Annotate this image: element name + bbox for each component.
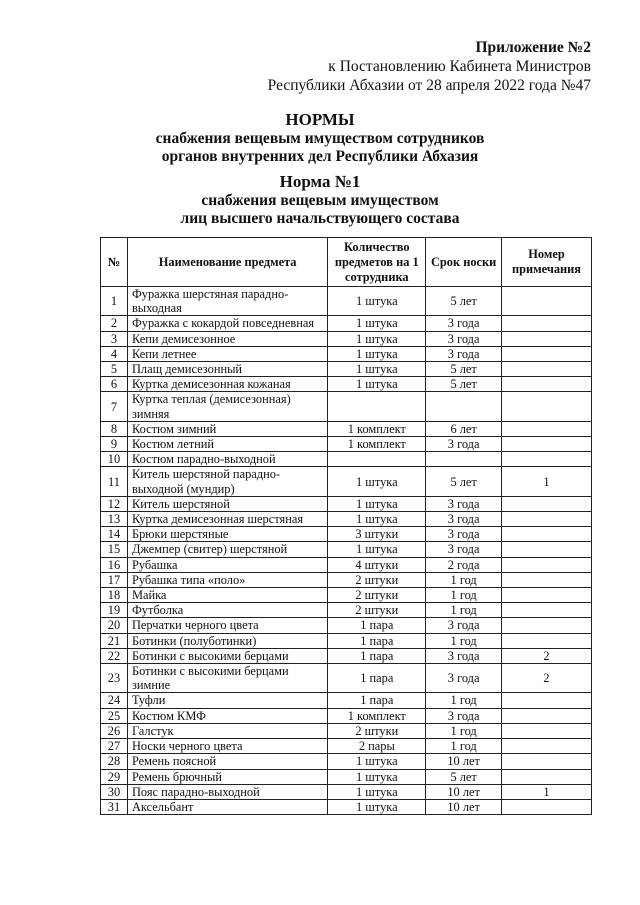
table-row [101, 346, 592, 361]
item-term: 3 года [426, 648, 502, 663]
item-quantity: 1 штука [328, 316, 426, 331]
item-name: Китель шерстяной [127, 496, 327, 511]
item-quantity: 2 штуки [328, 588, 426, 603]
header-num: № [101, 238, 128, 287]
item-note [502, 693, 592, 708]
item-note [502, 316, 592, 331]
item-quantity: 1 штука [328, 346, 426, 361]
item-term: 3 года [426, 542, 502, 557]
item-note [502, 603, 592, 618]
table-body [101, 287, 592, 815]
item-term: 10 лет [426, 799, 502, 814]
item-quantity: 1 пара [328, 633, 426, 648]
item-term: 1 год [426, 588, 502, 603]
item-name: Носки черного цвета [127, 739, 327, 754]
row-number: 19 [101, 603, 128, 618]
row-number: 29 [101, 769, 128, 784]
item-term: 5 лет [426, 362, 502, 377]
row-number: 4 [101, 346, 128, 361]
row-number: 7 [101, 392, 128, 421]
appendix-block [268, 38, 591, 95]
table-row [101, 693, 592, 708]
item-term: 3 года [426, 664, 502, 693]
item-name: Китель шерстяной парадно-выходной (мундир) [127, 467, 327, 496]
item-term: 3 года [426, 708, 502, 723]
item-note [502, 377, 592, 392]
item-quantity: 1 штука [328, 362, 426, 377]
header-note: Номер примечания [502, 238, 592, 287]
item-name: Ботинки с высокими берцами зимние [127, 664, 327, 693]
norm-1-heading [0, 172, 640, 228]
norms-subtitle-2: органов внутренних дел Республики Абхазия [161, 148, 479, 165]
item-note [502, 739, 592, 754]
item-name: Ботинки с высокими берцами [127, 648, 327, 663]
norms-subtitle-1: снабжения вещевым имуществом сотрудников [155, 130, 485, 147]
table-row [101, 512, 592, 527]
item-name: Костюм летний [127, 437, 327, 452]
table-row [101, 664, 592, 693]
item-term: 1 год [426, 723, 502, 738]
norm-1-subtitle-2: лиц высшего начальствующего состава [180, 210, 460, 227]
table-row [101, 331, 592, 346]
item-name: Кепи летнее [127, 346, 327, 361]
row-number: 10 [101, 452, 128, 467]
item-name: Кепи демисезонное [127, 331, 327, 346]
item-name: Ремень брючный [127, 769, 327, 784]
item-quantity: 3 штуки [328, 527, 426, 542]
item-note: 1 [502, 784, 592, 799]
table-row [101, 377, 592, 392]
item-term: 3 года [426, 437, 502, 452]
item-quantity: 2 пары [328, 739, 426, 754]
item-quantity: 1 пара [328, 618, 426, 633]
row-number: 27 [101, 739, 128, 754]
appendix-line-2: Республики Абхазии от 28 апреля 2022 года №47 [267, 77, 591, 94]
header-term: Срок носки [426, 238, 502, 287]
item-note: 2 [502, 664, 592, 693]
item-note [502, 527, 592, 542]
table-row [101, 316, 592, 331]
item-quantity: 2 штуки [328, 572, 426, 587]
item-term: 6 лет [426, 421, 502, 436]
item-term: 3 года [426, 346, 502, 361]
item-quantity: 1 пара [328, 648, 426, 663]
item-name: Футболка [127, 603, 327, 618]
item-note: 1 [502, 467, 592, 496]
row-number: 6 [101, 377, 128, 392]
row-number: 17 [101, 572, 128, 587]
item-quantity: 1 штука [328, 512, 426, 527]
item-term: 3 года [426, 618, 502, 633]
item-term: 10 лет [426, 784, 502, 799]
item-term: 3 года [426, 512, 502, 527]
item-term: 5 лет [426, 467, 502, 496]
table-row [101, 588, 592, 603]
item-name: Рубашка типа «поло» [127, 572, 327, 587]
item-note [502, 496, 592, 511]
table-header-row [101, 238, 592, 287]
item-note [502, 331, 592, 346]
row-number: 23 [101, 664, 128, 693]
row-number: 9 [101, 437, 128, 452]
row-number: 16 [101, 557, 128, 572]
table-row [101, 452, 592, 467]
supply-norms-table [100, 237, 592, 815]
item-name: Фуражка с кокардой повседневная [127, 316, 327, 331]
table-row [101, 708, 592, 723]
row-number: 15 [101, 542, 128, 557]
table-row [101, 769, 592, 784]
item-note [502, 754, 592, 769]
item-name: Брюки шерстяные [127, 527, 327, 542]
item-note [502, 708, 592, 723]
item-quantity: 1 пара [328, 664, 426, 693]
item-name: Ремень поясной [127, 754, 327, 769]
item-term: 5 лет [426, 377, 502, 392]
item-quantity: 1 штука [328, 331, 426, 346]
item-quantity: 1 штука [328, 799, 426, 814]
row-number: 2 [101, 316, 128, 331]
row-number: 25 [101, 708, 128, 723]
item-note [502, 287, 592, 316]
item-quantity: 1 штука [328, 784, 426, 799]
item-note [502, 452, 592, 467]
item-quantity: 1 штука [328, 754, 426, 769]
table-row [101, 603, 592, 618]
item-term: 3 года [426, 527, 502, 542]
item-note [502, 542, 592, 557]
item-quantity: 1 штука [328, 542, 426, 557]
item-note [502, 437, 592, 452]
table-row [101, 527, 592, 542]
row-number: 28 [101, 754, 128, 769]
table-row [101, 557, 592, 572]
item-quantity: 1 штука [328, 377, 426, 392]
table-row [101, 392, 592, 421]
row-number: 3 [101, 331, 128, 346]
item-term: 5 лет [426, 287, 502, 316]
table-row [101, 754, 592, 769]
item-note [502, 346, 592, 361]
item-name: Фуражка шерстяная парадно-выходная [127, 287, 327, 316]
item-name: Костюм парадно-выходной [127, 452, 327, 467]
item-name: Ботинки (полуботинки) [127, 633, 327, 648]
item-note [502, 799, 592, 814]
item-term [426, 392, 502, 421]
item-note [502, 557, 592, 572]
item-term: 1 год [426, 739, 502, 754]
table-row [101, 421, 592, 436]
item-name: Костюм зимний [127, 421, 327, 436]
item-term: 1 год [426, 572, 502, 587]
item-note [502, 618, 592, 633]
item-quantity [328, 452, 426, 467]
item-note [502, 588, 592, 603]
table-row [101, 467, 592, 496]
table-row [101, 437, 592, 452]
row-number: 5 [101, 362, 128, 377]
item-name: Майка [127, 588, 327, 603]
item-note [502, 392, 592, 421]
header-qty: Количество предметов на 1 сотрудника [328, 238, 426, 287]
item-term: 2 года [426, 557, 502, 572]
row-number: 12 [101, 496, 128, 511]
row-number: 14 [101, 527, 128, 542]
item-name: Туфли [127, 693, 327, 708]
table-row [101, 633, 592, 648]
item-term: 3 года [426, 496, 502, 511]
item-name: Плащ демисезонный [127, 362, 327, 377]
item-term: 1 год [426, 693, 502, 708]
table-row [101, 572, 592, 587]
item-quantity: 1 штука [328, 769, 426, 784]
row-number: 24 [101, 693, 128, 708]
row-number: 11 [101, 467, 128, 496]
row-number: 13 [101, 512, 128, 527]
item-term: 3 года [426, 331, 502, 346]
item-name: Куртка теплая (демисезонная) зимняя [127, 392, 327, 421]
row-number: 8 [101, 421, 128, 436]
table-row [101, 618, 592, 633]
item-quantity: 1 штука [328, 287, 426, 316]
item-note [502, 512, 592, 527]
table-row [101, 723, 592, 738]
item-note [502, 633, 592, 648]
item-term: 1 год [426, 603, 502, 618]
row-number: 21 [101, 633, 128, 648]
item-quantity: 1 штука [328, 467, 426, 496]
item-term: 5 лет [426, 769, 502, 784]
item-name: Аксельбант [127, 799, 327, 814]
item-note [502, 572, 592, 587]
item-note [502, 362, 592, 377]
item-term [426, 452, 502, 467]
row-number: 30 [101, 784, 128, 799]
item-term: 3 года [426, 316, 502, 331]
item-quantity: 4 штуки [328, 557, 426, 572]
item-name: Перчатки черного цвета [127, 618, 327, 633]
table-row [101, 287, 592, 316]
appendix-line-1: к Постановлению Кабинета Министров [328, 58, 591, 75]
table-row [101, 648, 592, 663]
item-quantity [328, 392, 426, 421]
row-number: 31 [101, 799, 128, 814]
header-name: Наименование предмета [127, 238, 327, 287]
item-name: Куртка демисезонная кожаная [127, 377, 327, 392]
item-note [502, 421, 592, 436]
row-number: 20 [101, 618, 128, 633]
item-quantity: 2 штуки [328, 603, 426, 618]
row-number: 18 [101, 588, 128, 603]
norms-heading [0, 110, 640, 166]
item-quantity: 1 комплект [328, 437, 426, 452]
table-row [101, 739, 592, 754]
item-name: Джемпер (свитер) шерстяной [127, 542, 327, 557]
item-term: 10 лет [426, 754, 502, 769]
item-note: 2 [502, 648, 592, 663]
row-number: 26 [101, 723, 128, 738]
item-quantity: 1 пара [328, 693, 426, 708]
item-name: Куртка демисезонная шерстяная [127, 512, 327, 527]
item-note [502, 769, 592, 784]
item-quantity: 1 штука [328, 496, 426, 511]
item-name: Галстук [127, 723, 327, 738]
table-row [101, 784, 592, 799]
row-number: 1 [101, 287, 128, 316]
item-term: 1 год [426, 633, 502, 648]
norm-1-subtitle-1: снабжения вещевым имуществом [201, 192, 439, 209]
item-name: Костюм КМФ [127, 708, 327, 723]
item-note [502, 723, 592, 738]
appendix-title: Приложение №2 [475, 39, 591, 56]
table-row [101, 362, 592, 377]
item-quantity: 1 комплект [328, 421, 426, 436]
item-name: Пояс парадно-выходной [127, 784, 327, 799]
row-number: 22 [101, 648, 128, 663]
norm-1-title: Норма №1 [279, 172, 361, 191]
table-row [101, 496, 592, 511]
item-name: Рубашка [127, 557, 327, 572]
item-quantity: 1 комплект [328, 708, 426, 723]
item-quantity: 2 штуки [328, 723, 426, 738]
table-row [101, 799, 592, 814]
table-row [101, 542, 592, 557]
norms-title: НОРМЫ [285, 110, 355, 129]
